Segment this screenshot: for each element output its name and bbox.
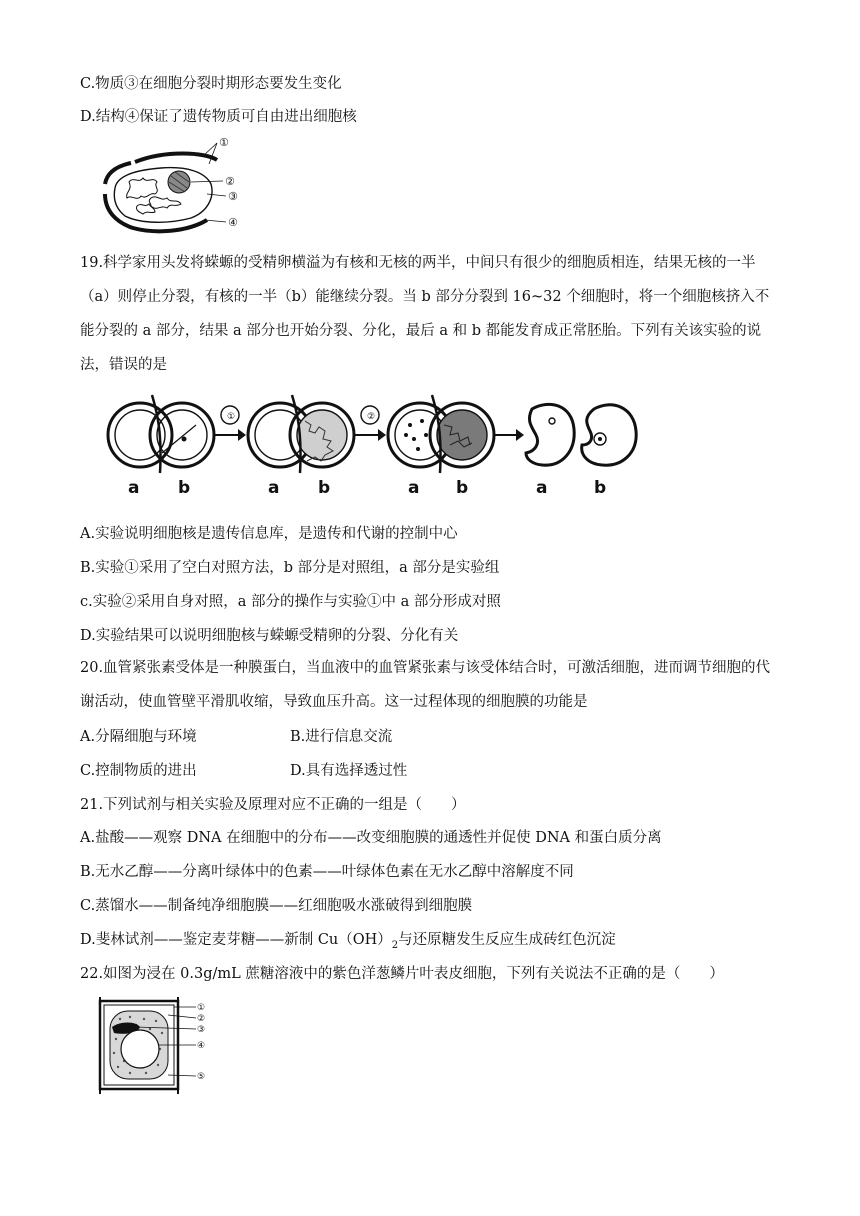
q21-option-d <box>80 930 616 956</box>
q21-option-c: C.蒸馏水——制备纯净细胞膜——红细胞吸水涨破得到细胞膜 <box>80 898 473 914</box>
q22-label-1: ① <box>197 1003 206 1013</box>
q21-option-d-text-end: 与还原糖发生反应生成砖红色沉淀 <box>398 932 616 948</box>
q21-option-b: B.无水乙醇——分离叶绿体中的色素——叶绿体色素在无水乙醇中溶解度不同 <box>80 864 574 880</box>
q22-label-2: ② <box>197 1014 206 1024</box>
newt-egg-experiment-diagram <box>100 395 645 500</box>
label-a-1: a <box>128 478 140 498</box>
q20-option-d: D.具有选择透过性 <box>290 763 408 779</box>
label-a-4: a <box>536 478 548 498</box>
q18-label-4: ④ <box>228 216 238 229</box>
q19-option-a: A.实验说明细胞核是遗传信息库，是遗传和代谢的控制中心 <box>80 526 458 542</box>
label-b-1: b <box>178 478 191 498</box>
q21-option-d-text: D.斐林试剂——鉴定麦芽糖——新制 Cu（OH） <box>80 932 392 948</box>
stage-2-egg <box>248 395 354 473</box>
stage-4-embryos <box>526 404 636 465</box>
step-1-label: ① <box>227 412 236 422</box>
q20-option-b: B.进行信息交流 <box>290 729 393 745</box>
q21-stem: 21.下列试剂与相关实验及原理对应不正确的一组是（ ） <box>80 797 466 813</box>
q22-label-5: ⑤ <box>197 1072 206 1082</box>
q20-option-a: A.分隔细胞与环境 <box>80 729 197 745</box>
step-2-label: ② <box>367 412 376 422</box>
q22-label-4: ④ <box>197 1041 206 1051</box>
q21-option-a: A.盐酸——观察 DNA 在细胞中的分布——改变细胞膜的通透性并促使 DNA 和蛋白质分离 <box>80 830 662 846</box>
label-a-3: a <box>408 478 420 498</box>
stage-3-egg <box>388 395 494 473</box>
q18-option-c: C.物质③在细胞分裂时期形态要发生变化 <box>80 76 342 92</box>
q19-option-d: D.实验结果可以说明细胞核与蝾螈受精卵的分裂、分化有关 <box>80 628 459 644</box>
q18-label-3: ③ <box>228 190 238 203</box>
label-b-2: b <box>318 478 331 498</box>
q20-stem: 20.血管紧张素受体是一种膜蛋白，当血液中的血管紧张素与该受体结合时，可激活细胞，进而调节细胞的代谢活动，使血管壁平滑肌收缩，导致血压升高。这一过程体现的细胞膜的功能是 <box>80 660 771 710</box>
label-b-4: b <box>594 478 607 498</box>
q19-option-b: B.实验①采用了空白对照方法，b 部分是对照组，a 部分是实验组 <box>80 560 500 576</box>
label-a-2: a <box>268 478 280 498</box>
stage-1-egg <box>108 395 214 473</box>
onion-cell-diagram <box>96 997 221 1095</box>
q18-option-d: D.结构④保证了遗传物质可自由进出细胞核 <box>80 109 357 125</box>
q21-option-d-subscript: 2 <box>391 939 399 951</box>
nucleus-diagram <box>95 136 255 236</box>
q18-label-2: ② <box>225 175 235 188</box>
q22-label-3: ③ <box>197 1025 206 1035</box>
label-b-3: b <box>456 478 469 498</box>
q18-label-1: ① <box>219 136 229 149</box>
q20-option-c: C.控制物质的进出 <box>80 763 197 779</box>
q22-stem: 22.如图为浸在 0.3g/mL 蔗糖溶液中的紫色洋葱鳞片叶表皮细胞，下列有关说法不正确的是（ ） <box>80 966 724 982</box>
q19-stem: 19.科学家用头发将蝾螈的受精卵横溢为有核和无核的两半，中间只有很少的细胞质相连，结果无核的一半（a）则停止分裂，有核的一半（b）能继续分裂。当 b 部分分裂到 16~32 个细胞时，将一个细胞核挤入不能分裂的 a 部分，结果 a 部分也开始分裂、分化，最后 a 和 b 都能发育成正常胚胎。下列有关该实验的说法，错误的是 <box>80 255 770 373</box>
q19-option-c: c.实验②采用自身对照，a 部分的操作与实验①中 a 部分形成对照 <box>80 594 501 610</box>
